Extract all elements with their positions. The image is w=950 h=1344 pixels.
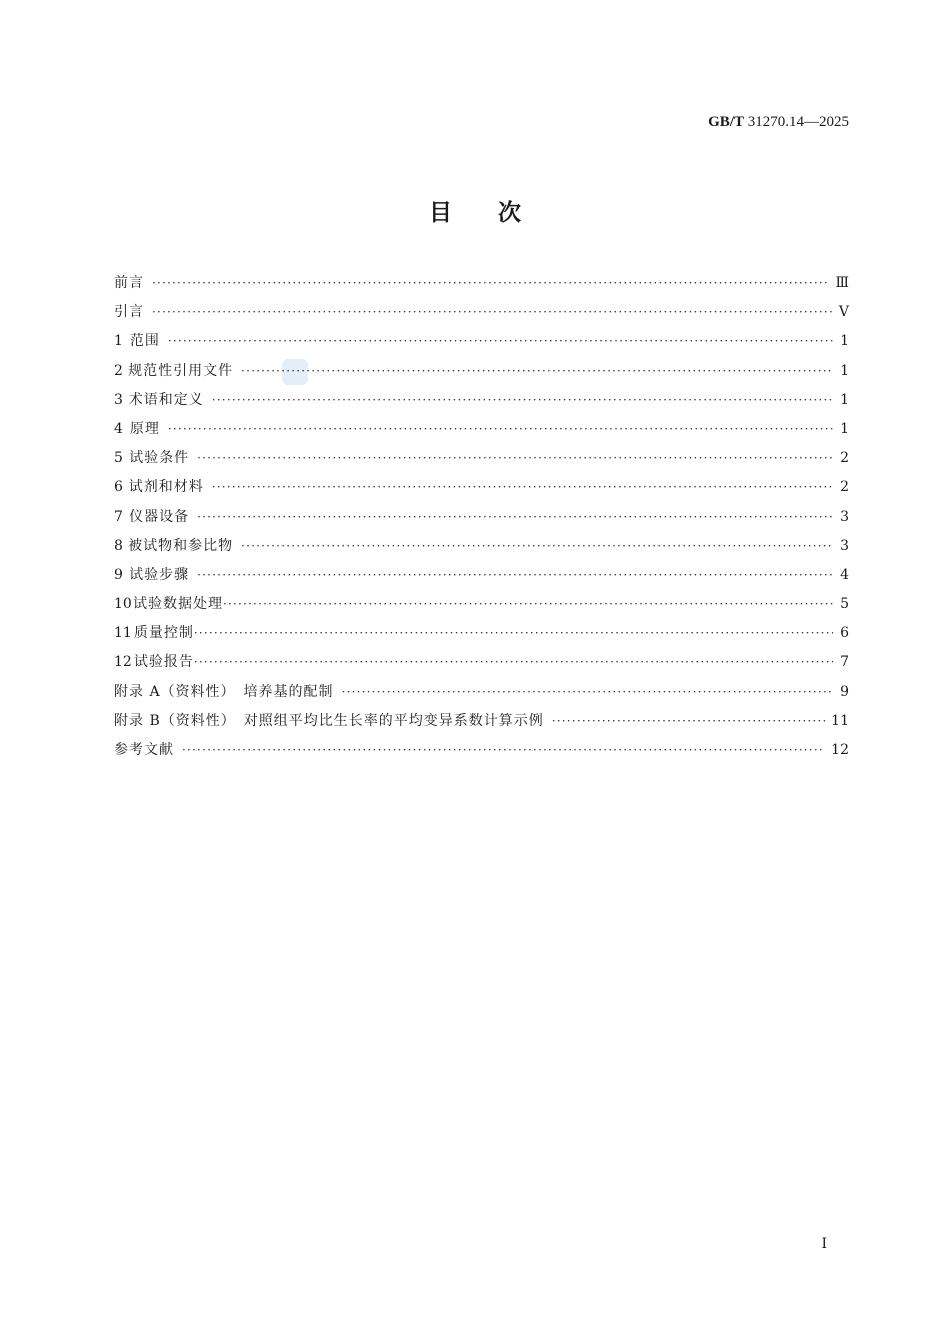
toc-leader [194,648,833,677]
toc-leader [241,532,833,561]
toc-entry-number: 2 [114,362,123,379]
toc-leader [152,269,829,298]
toc-leader [223,590,833,619]
toc-entry-page: 3 [840,537,849,554]
toc-entry-4[interactable] [114,415,849,444]
toc-entry-page: 12 [831,742,849,758]
toc-entry-introduction[interactable] [114,298,849,327]
toc-entry-page: 1 [840,362,849,379]
toc-entry-9[interactable] [114,561,849,590]
toc-entry-page: 1 [840,333,849,350]
toc-entry-page: Ⅲ [835,275,849,291]
toc-entry-label: 试验条件 [129,450,190,467]
toc-entry-page: 4 [840,566,849,583]
toc-entry-preface[interactable] [114,269,849,298]
toc-entry-label: 参考文献 [114,742,174,758]
toc-entry-bibliography[interactable] [114,736,849,765]
toc-entry-page: 3 [840,508,849,525]
toc-entry-page: 5 [840,596,849,613]
toc-entry-page: 6 [840,625,849,642]
toc-leader [197,444,833,473]
toc-entry-number: 1 [114,333,123,350]
toc-entry-number: 9 [114,566,123,583]
toc-leader [241,357,833,386]
toc-entry-page: 9 [840,683,849,700]
toc-entry-6[interactable] [114,473,849,502]
toc-entry-number: 5 [114,450,123,467]
table-of-contents [114,269,849,765]
toc-entry-number: 10 [114,596,132,613]
toc-entry-label: 术语和定义 [128,391,204,408]
standard-number: 31270.14—2025 [747,114,849,130]
document-code [708,114,849,131]
toc-entry-label: 被试物和参比物 [128,537,234,554]
toc-entry-number: 3 [114,391,123,408]
toc-entry-page: 11 [831,712,849,729]
toc-entry-number: 6 [114,479,123,496]
toc-entry-number: 4 [114,420,123,437]
toc-leader [152,298,833,327]
toc-entry-label: 前言 [114,275,144,291]
toc-entry-page: 7 [840,654,849,671]
toc-leader [168,415,833,444]
toc-entry-label: 试验报告 [133,654,194,671]
toc-entry-page: 1 [840,391,849,408]
toc-leader [212,386,833,415]
toc-leader [182,736,825,765]
page-number: Ⅰ [821,1236,827,1252]
toc-leader [197,561,833,590]
toc-leader [168,327,833,356]
toc-entry-10[interactable] [114,590,849,619]
toc-entry-page: 1 [840,420,849,437]
toc-entry-3[interactable] [114,386,849,415]
toc-leader [194,619,833,648]
toc-entry-label: 试验数据处理 [132,596,223,613]
toc-entry-annex-b[interactable] [114,707,849,736]
toc-entry-5[interactable] [114,444,849,473]
toc-entry-label: 附录 A（资料性） 培养基的配制 [114,683,334,700]
toc-leader [552,707,825,736]
toc-leader [197,503,833,532]
toc-entry-label: 引言 [114,304,144,321]
toc-entry-number: 12 [114,654,132,671]
toc-entry-label: 试剂和材料 [128,479,204,496]
toc-entry-number: 11 [114,625,132,642]
toc-entry-12[interactable] [114,648,849,677]
standard-prefix: GB/T [708,114,744,130]
toc-entry-number: 8 [114,537,123,554]
toc-leader [342,678,833,707]
toc-entry-page: 2 [840,450,849,467]
toc-entry-7[interactable] [114,503,849,532]
toc-entry-1[interactable] [114,327,849,356]
toc-entry-8[interactable] [114,532,849,561]
toc-leader [212,473,833,502]
toc-entry-label: 仪器设备 [129,508,190,525]
toc-entry-label: 质量控制 [133,625,194,642]
toc-entry-label: 规范性引用文件 [128,362,234,379]
toc-entry-label: 范围 [129,333,160,350]
toc-entry-11[interactable] [114,619,849,648]
toc-entry-2[interactable] [114,357,849,386]
toc-entry-number: 7 [114,508,123,525]
toc-entry-label: 附录 B（资料性） 对照组平均比生长率的平均变异系数计算示例 [114,712,544,729]
page-title: 目 次 [429,200,521,226]
toc-entry-label: 试验步骤 [129,566,190,583]
toc-entry-page: 2 [840,479,849,496]
toc-entry-page: Ⅴ [838,304,849,321]
toc-entry-label: 原理 [129,420,160,437]
toc-entry-annex-a[interactable] [114,678,849,707]
